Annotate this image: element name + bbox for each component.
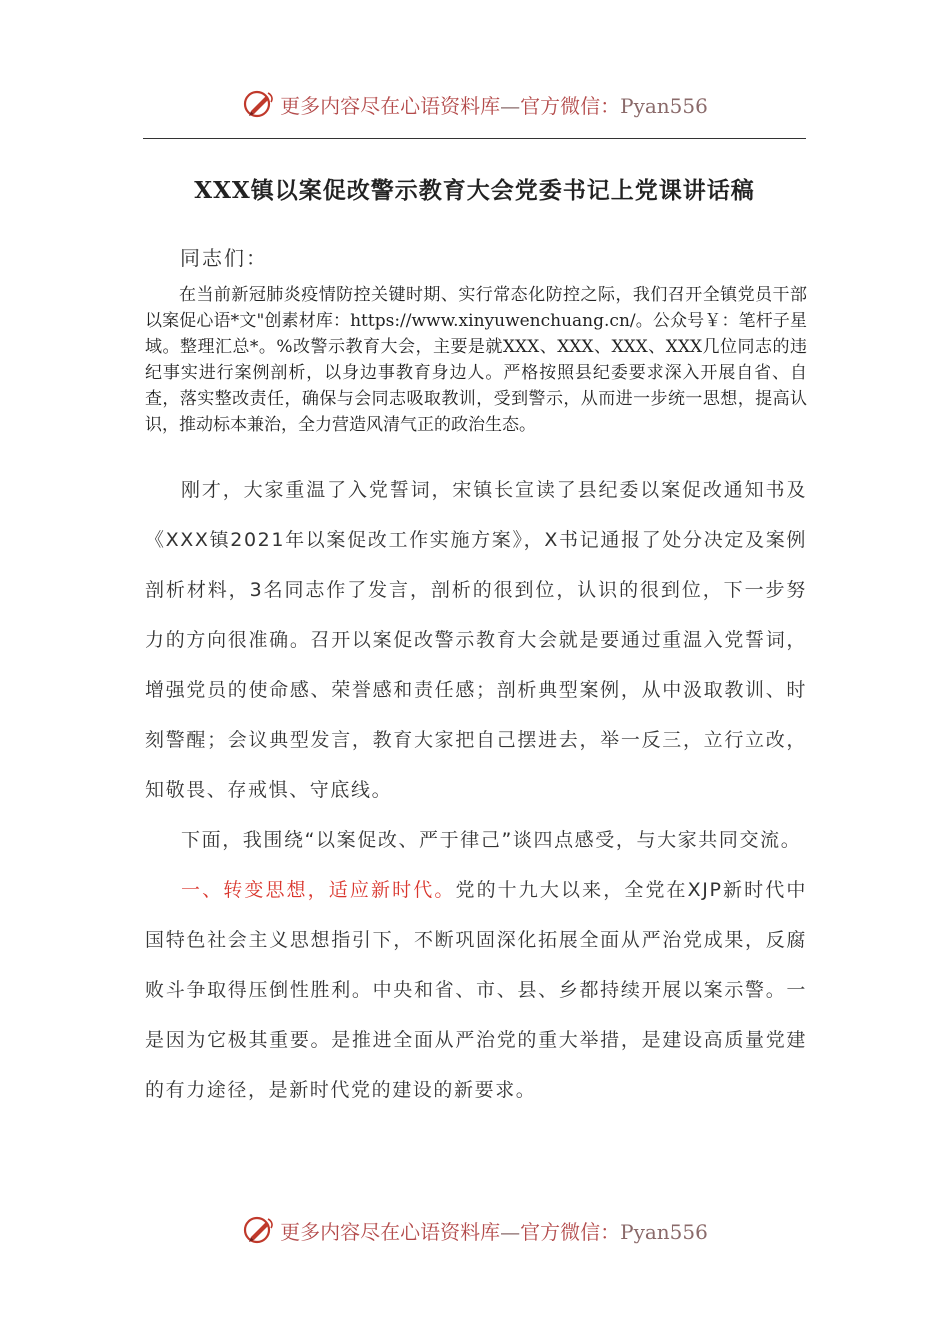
- pen-logo-icon: [242, 87, 276, 121]
- body-text: [145, 465, 807, 1115]
- paragraph-transition: 下面，我围绕“以案促改、严于律己”谈四点感受，与大家共同交流。: [181, 829, 802, 851]
- section-one-body: 党的十九大以来，全党在XJP新时代中国特色社会主义思想指引下，不断巩固深化拓展全面从严治党成果，反腐败斗争取得压倒性胜利。中央和省、市、县、乡都持续开展以案示警。一是因为它极其重要。是推进全面从严治党的重大举措，是建设高质量党建的有力途径，是新时代党的建设的新要求。: [145, 879, 807, 1101]
- section-one-heading: 一、转变思想，适应新时代。: [181, 879, 456, 901]
- footer-banner: [0, 1210, 950, 1250]
- banner-text: 更多内容尽在心语资料库—官方微信：Pyan556: [280, 93, 708, 118]
- greeting: 同志们：: [180, 246, 268, 270]
- header-divider: [143, 138, 806, 139]
- header-banner: [0, 84, 950, 124]
- paragraph-review: 刚才，大家重温了入党誓词，宋镇长宣读了县纪委以案促改通知书及《XXX镇2021年以案促改工作实施方案》，X书记通报了处分决定及案例剖析材料，3名同志作了发言，剖析的很到位，认识的很到位，下一步努力的方向很准确。召开以案促改警示教育大会就是要通过重温入党誓词，增强党员的使命感、荣誉感和责任感；剖析典型案例，从中汲取教训、时刻警醒；会议典型发言，教育大家把自己摆进去，举一反三，立行立改，知敬畏、存戒惧、守底线。: [145, 479, 807, 801]
- banner-text: 更多内容尽在心语资料库—官方微信：Pyan556: [280, 1219, 708, 1244]
- document-title: XXX镇以案促改警示教育大会党委书记上党课讲话稿: [194, 177, 755, 204]
- paragraph-intro: 在当前新冠肺炎疫情防控关键时期、实行常态化防控之际，我们召开全镇党员干部以案促心语*文"创素材库：https://www.xinyuwenchuang.cn/。公众号￥：笔杆子星域。整理汇总*。%改警示教育大会，主要是就XXX、XXX、XXX、XXX几位同志的违纪事实进行案例剖析，以身边事教育身边人。严格按照县纪委要求深入开展自省、自查，落实整改责任，确保与会同志吸取教训，受到警示，从而进一步统一思想，提高认识，推动标本兼治，全力营造风清气正的政治生态。: [145, 285, 807, 435]
- paragraph-section-one: [145, 865, 807, 1115]
- pen-logo-icon: [242, 1213, 276, 1247]
